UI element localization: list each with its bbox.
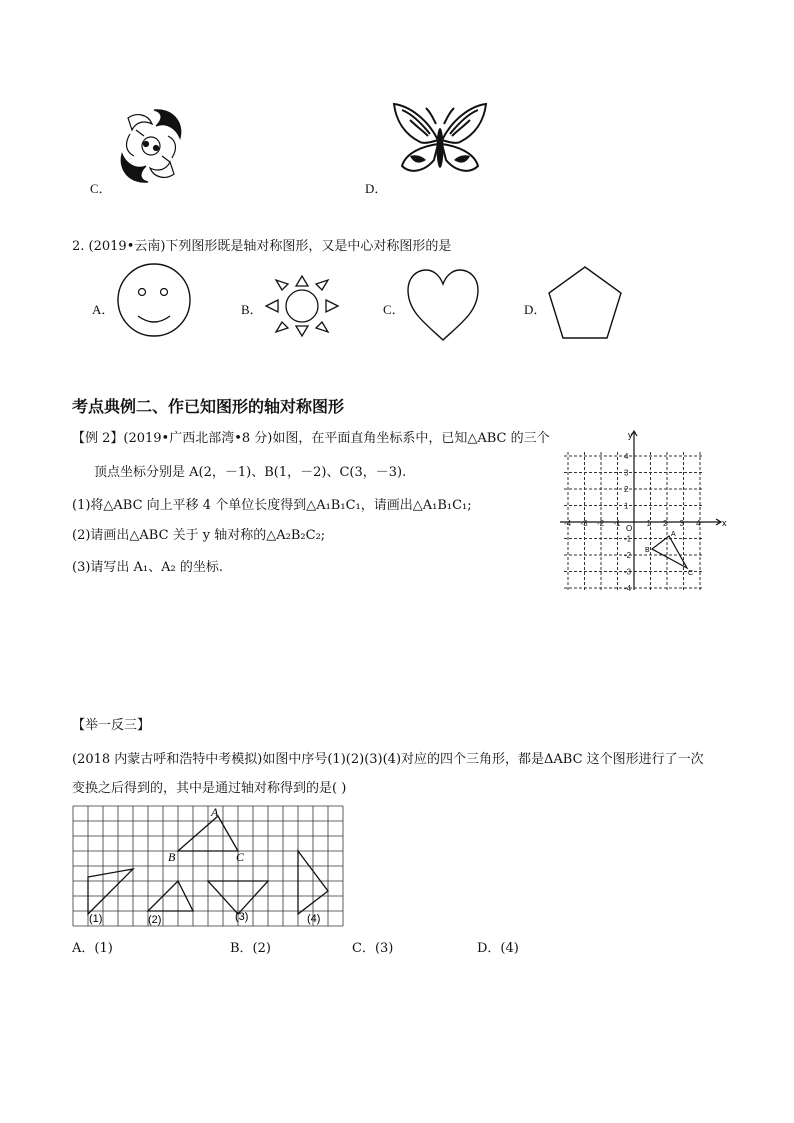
practice3-option-a: A．(1) [72,941,113,956]
practice3-option-b: B．(2) [230,941,271,956]
sun-figure [264,274,340,338]
label-n2: (2) [148,914,162,926]
x-tick-label: -3 [580,519,588,528]
label-n4: (4) [307,913,321,925]
q1-option-d-label: D． [365,181,388,196]
q2-option-a-label: A． [92,302,115,317]
swirl-fish-figure [114,104,188,188]
triangle-grid-figure [72,804,344,928]
x-tick-label: 4 [696,519,701,528]
x-tick-label: 3 [679,519,684,528]
x-tick-label: -4 [564,519,572,528]
practice3-line2: 变换之后得到的，其中是通过轴对称得到的是( ) [72,781,347,796]
label-n1: (1) [89,913,103,925]
coordinate-grid-figure [556,428,728,594]
y-tick-label: -1 [624,534,632,544]
x-tick-label: -1 [613,519,621,528]
q2-option-c-label: C． [383,302,405,317]
point-b-label: B [645,547,650,554]
example2-question3: (3)请写出 A₁、A₂ 的坐标. [72,560,224,575]
practice3-option-c: C．(3) [352,941,394,956]
practice3-line1: (2018 内蒙古呼和浩特中考模拟)如图中序号(1)(2)(3)(4)对应的四个三角形，都是ΔABC 这个图形进行了一次 [72,752,704,767]
q1-option-c-label: C． [90,181,112,196]
q2-option-d-label: D． [524,302,547,317]
label-a: A [211,805,219,819]
point-c-label: C [688,570,694,577]
x-tick-label: -2 [597,519,605,528]
section-title: 考点典例二、作已知图形的轴对称图形 [72,397,345,416]
pentagon-figure [546,264,624,342]
example2-line2: 顶点坐标分别是 A(2，－1)、B(1，－2)、C(3，－3). [94,465,407,480]
heart-figure [406,268,480,344]
practice3-option-d: D．(4) [477,941,519,956]
triangle-abc [652,536,687,568]
example2-question2: (2)请画出△ABC 关于 y 轴对称的△A₂B₂C₂; [72,528,326,543]
origin-label: O [626,524,633,533]
example2-line1: 【例 2】(2019•广西北部湾•8 分)如图，在平面直角坐标系中，已知△ABC 的三个 [72,431,550,446]
y-tick-label: 2 [624,485,629,494]
label-c: C [236,850,245,864]
y-tick-label: 3 [624,468,629,478]
y-axis-label: y [628,430,633,440]
triangle-1 [88,869,133,914]
example2-question1: (1)将△ABC 向上平移 4 个单位长度得到△A₁B₁C₁，请画出△A₁B₁C₁; [72,498,472,513]
butterfly-figure [390,100,490,188]
label-n3: (3) [235,911,249,923]
smiley-face-figure [116,262,192,338]
x-axis-label: x [722,518,727,528]
x-tick-label: 2 [663,519,668,528]
y-tick-label: -4 [624,584,632,593]
point-a-label: A [671,531,676,538]
y-tick-label: -3 [624,567,632,577]
q2-option-b-label: B． [241,302,263,317]
practice3-heading: 【举一反三】 [72,718,151,733]
y-tick-label: 1 [624,501,629,511]
x-tick-label: 1 [646,519,651,528]
y-tick-label: 4 [624,452,629,461]
q2-stem: 2. (2019•云南)下列图形既是轴对称图形，又是中心对称图形的是 [72,239,452,254]
y-tick-label: -2 [624,551,632,560]
label-b: B [168,850,176,864]
